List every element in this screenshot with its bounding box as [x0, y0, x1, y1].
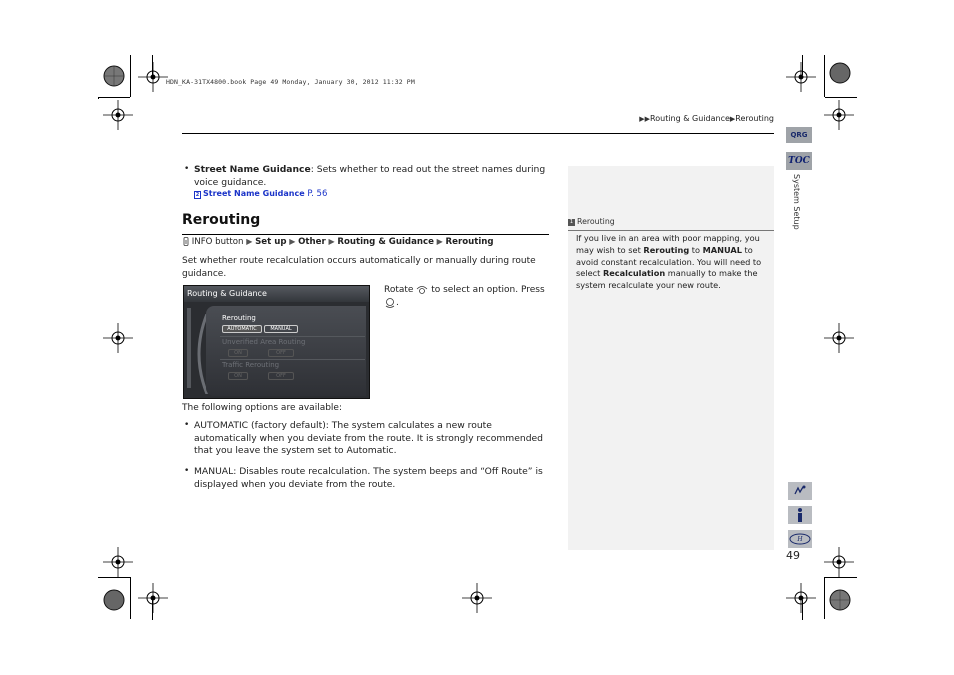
link-text[interactable]: Street Name Guidance — [203, 189, 305, 198]
section-title: Rerouting — [182, 212, 261, 228]
registration-mark-icon — [138, 583, 168, 613]
navigation-button[interactable] — [788, 482, 812, 500]
breadcrumb-arrow: ▶ — [729, 115, 736, 123]
chapter-label: System Setup — [792, 174, 801, 230]
screen-option-on: ON — [228, 349, 248, 357]
sidebar-term-manual: MANUAL — [702, 244, 742, 255]
screen-option-off: OFF — [268, 349, 294, 357]
interface-dial-icon — [416, 285, 428, 295]
term-manual: MANUAL — [194, 466, 234, 477]
section-rule — [182, 234, 549, 235]
info-icon — [788, 506, 812, 524]
rotate-part3: . — [396, 298, 399, 308]
bullet: • — [184, 164, 190, 174]
screen-item-rerouting: Rerouting — [222, 314, 256, 322]
page-number: 49 — [786, 549, 800, 562]
sidebar-heading-text: Rerouting — [577, 217, 615, 226]
screen-option-on: ON — [228, 372, 248, 380]
sidebar-rule — [568, 230, 774, 231]
screen-option-off: OFF — [268, 372, 294, 380]
path-separator: ▶ — [289, 237, 296, 246]
screen-separator — [220, 336, 365, 337]
menu-path — [183, 237, 494, 247]
color-bar-disc-icon — [829, 589, 851, 611]
registration-mark-icon — [138, 62, 168, 92]
intro-paragraph: Set whether route recalculation occurs automatically or manually during route guidance. — [182, 256, 536, 279]
nav-screen-image — [183, 285, 370, 399]
screen-option-automatic: AUTOMATIC — [222, 325, 262, 333]
color-bar-disc-icon — [103, 65, 125, 87]
registration-mark-icon — [824, 100, 854, 130]
info-button-label: INFO button — [189, 237, 247, 247]
path-step-set-up: Set up — [255, 237, 287, 247]
screen-item-traffic-rerouting: Traffic Rerouting — [222, 361, 280, 369]
rotate-part2: to select an option. Press — [428, 285, 545, 295]
street-name-guidance-item — [194, 164, 550, 189]
screen-option-manual: MANUAL — [264, 325, 298, 333]
rotate-part1: Rotate — [384, 285, 417, 295]
registration-mark-icon — [103, 100, 133, 130]
screen-separator — [220, 359, 365, 360]
sidebar-body — [576, 233, 768, 292]
registration-mark-icon — [462, 583, 492, 613]
manual-desc: : Disables route recalculation. The system beeps and “Off Route” is displayed when you deviate from the route. — [194, 466, 543, 490]
path-step-other: Other — [298, 237, 326, 247]
registration-mark-icon — [103, 323, 133, 353]
color-bar-disc-icon — [829, 62, 851, 84]
enter-knob-icon — [384, 298, 396, 308]
registration-mark-icon — [824, 323, 854, 353]
registration-mark-icon — [786, 62, 816, 92]
options-intro: The following options are available: — [182, 403, 343, 413]
term-street-name-guidance: Street Name Guidance — [194, 164, 311, 175]
path-step-routing-guidance: Routing & Guidance — [337, 237, 434, 247]
screen-item-unverified-area: Unverified Area Routing — [222, 338, 306, 346]
sidebar-term-rerouting: Rerouting — [643, 244, 690, 255]
sidebar-text: to avoid constant recalculation. You will need to select — [576, 244, 762, 279]
option-automatic-item — [194, 420, 550, 458]
navigation-icon — [788, 482, 812, 500]
path-separator: ▶ — [328, 237, 335, 246]
info-button[interactable] — [788, 506, 812, 524]
registration-mark-icon — [786, 583, 816, 613]
sidebar-text: If you live in an area with poor mapping, you may wish to set — [576, 233, 760, 255]
link-marker-icon: 2 — [195, 192, 200, 198]
tab-toc[interactable]: TOC — [786, 152, 812, 170]
screen-title: Routing & Guidance — [184, 286, 369, 302]
sidebar-term-recalculation: Recalculation — [602, 268, 666, 279]
sidebar-text: to — [689, 244, 703, 255]
registration-mark-icon — [824, 547, 854, 577]
street-name-guidance-link[interactable] — [194, 189, 327, 199]
breadcrumb-arrows: ▶▶ — [639, 115, 651, 123]
option-manual-item — [194, 466, 550, 491]
path-separator: ▶ — [246, 237, 253, 246]
breadcrumb-section[interactable]: Routing & Guidance — [650, 114, 730, 123]
svg-text:H: H — [797, 536, 803, 543]
bullet: • — [184, 466, 190, 476]
registration-mark-icon — [103, 547, 133, 577]
term-automatic: AUTOMATIC — [194, 420, 249, 431]
print-header: HDN_KA-31TX4800.book Page 49 Monday, January 30, 2012 11:32 PM — [166, 78, 415, 86]
link-page[interactable]: P. 56 — [304, 189, 328, 199]
home-button[interactable] — [788, 530, 812, 548]
home-icon — [788, 530, 812, 548]
color-bar-disc-icon — [103, 589, 125, 611]
street-name-desc: : Sets whether to read out the street names during voice guidance. — [194, 164, 546, 188]
path-separator: ▶ — [436, 237, 443, 246]
path-step-rerouting: Rerouting — [445, 237, 494, 247]
note-marker-icon: 1 — [569, 218, 574, 225]
header-rule — [182, 133, 774, 134]
breadcrumb — [639, 114, 774, 123]
breadcrumb-page: Rerouting — [735, 114, 774, 123]
sidebar-text: manually to make the system recalculate your new route. — [576, 268, 758, 291]
bullet: • — [184, 420, 190, 430]
tab-qrg[interactable]: QRG — [786, 127, 812, 143]
rotate-instruction — [384, 284, 549, 310]
sidebar-heading — [568, 217, 615, 226]
automatic-desc: (factory default): The system calculates a new route automatically when you deviate from the route. It is strongly recommended that you leave the system set to Automatic. — [194, 420, 544, 456]
